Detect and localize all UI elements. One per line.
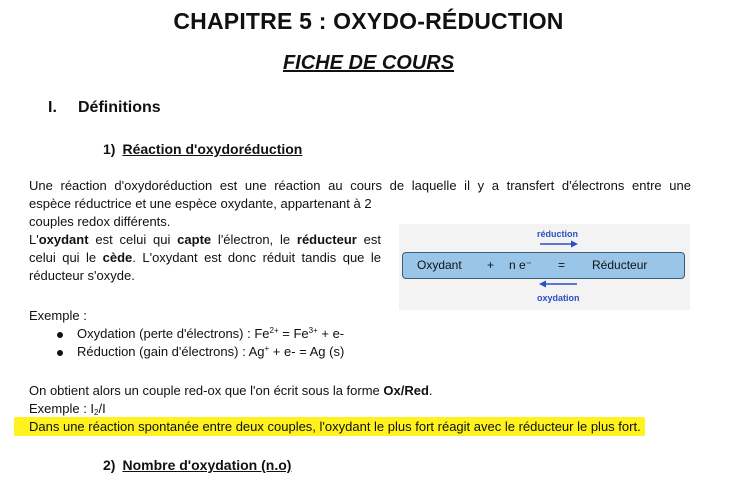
reduction-label: réduction — [537, 229, 579, 239]
example-label: Exemple : — [29, 308, 87, 323]
subsection-title: Réaction d'oxydoréduction — [122, 141, 303, 157]
list-item — [55, 343, 344, 361]
diagram-oxydant: Oxydant — [417, 258, 462, 272]
couple-example-text: /I — [98, 401, 106, 416]
subsection-title: Nombre d'oxydation (n.o) — [122, 457, 292, 473]
couple-example — [29, 400, 106, 418]
oxidation-text: = Fe — [278, 326, 309, 341]
definition-paragraph — [29, 231, 381, 285]
reduction-arrow-icon — [540, 241, 578, 248]
couple-example-text: Exemple : I — [29, 401, 95, 416]
example-list — [55, 325, 344, 361]
diagram-reducteur: Réducteur — [592, 258, 648, 272]
subsection-heading — [103, 141, 302, 157]
term-oxydant: oxydant — [38, 232, 89, 247]
charge-sup: 2+ — [269, 326, 279, 335]
subscript: 2 — [94, 408, 99, 417]
term-reducteur: réducteur — [296, 232, 357, 247]
list-item — [55, 325, 344, 343]
def-text: est celui qui — [88, 232, 178, 247]
charge-sup: 3+ — [308, 326, 318, 335]
redox-diagram — [399, 224, 690, 310]
fiche-title: FICHE DE COURS — [282, 52, 455, 74]
def-text: est celui qui le — [29, 232, 381, 265]
def-text: . L'oxydant est donc réduit tandis que le réducteur s'oxyde. — [29, 250, 382, 283]
oxidation-text: + e- — [317, 326, 345, 341]
section-number: I. — [48, 99, 57, 116]
oxidation-arrow-icon — [539, 281, 577, 288]
couple-text: On obtient alors un couple red-ox que l'on écrit sous la forme — [29, 383, 384, 398]
redox-equation-bar — [402, 252, 685, 279]
intro-line-1: Une réaction d'oxydoréduction est une réaction au cours de laquelle il y a transfert d'électrons entre une — [29, 178, 691, 193]
chapter-title: CHAPITRE 5 : OXYDO-RÉDUCTION — [173, 8, 564, 34]
ox-red-notation: Ox/Red — [383, 383, 429, 398]
def-text: l'électron, le — [211, 232, 297, 247]
charge-sup: + — [264, 344, 270, 353]
section-title: Définitions — [78, 99, 161, 116]
diagram-electrons: n e⁻ — [509, 258, 533, 272]
def-text: L' — [29, 232, 39, 247]
couple-text: . — [428, 383, 433, 398]
reduction-text: + e- = Ag (s) — [269, 344, 345, 359]
subsection-heading-2 — [103, 457, 291, 473]
reduction-text: Réduction (gain d'électrons) : Ag — [77, 344, 265, 359]
diagram-equals: = — [558, 258, 566, 272]
subsection-number: 2) — [103, 457, 116, 473]
diagram-plus: + — [487, 258, 495, 272]
intro-rest: espèce réductrice et une espèce oxydante, appartenant à 2 couples redox différents. — [29, 196, 372, 229]
couple-paragraph — [29, 382, 433, 400]
oxidation-text: Oxydation (perte d'électrons) : Fe — [77, 326, 270, 341]
intro-paragraph — [29, 177, 691, 231]
highlighted-text: Dans une réaction spontanée entre deux couples, l'oxydant le plus fort réagit avec le réducteur le plus fort. — [14, 417, 645, 436]
term-capte: capte — [177, 232, 212, 247]
term-cede: cède — [102, 250, 133, 265]
subsection-number: 1) — [103, 141, 116, 157]
highlighted-rule — [18, 418, 645, 436]
oxidation-label: oxydation — [537, 293, 580, 303]
